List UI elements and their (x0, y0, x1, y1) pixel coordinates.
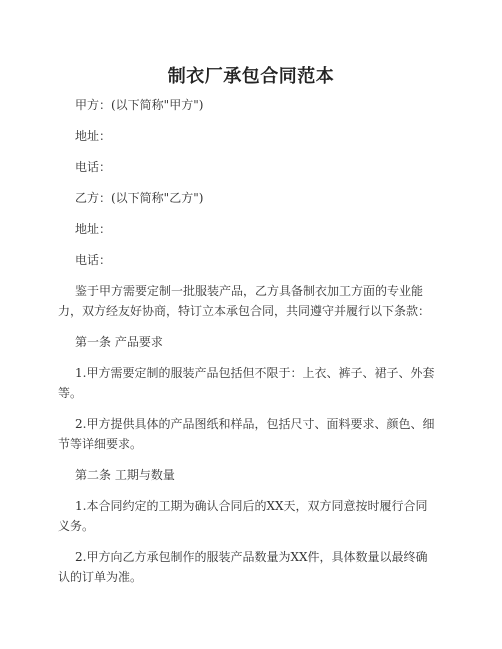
article-2-item-1: 1.本合同约定的工期为确认合同后的XX天，双方同意按时履行合同义务。 (58, 499, 428, 533)
preamble-paragraph: 鉴于甲方需要定制一批服装产品，乙方具备制衣加工方面的专业能力，双方经友好协商，特订立本承包合同，共同遵守并履行以下条款： (58, 284, 431, 318)
document-title: 制衣厂承包合同范本 (167, 66, 335, 87)
article-1-item-1: 1.甲方需要定制的服装产品包括但不限于：上衣、裤子、裙子、外套等。 (58, 366, 435, 400)
party-a-phone: 电话： (75, 160, 112, 174)
document-body (58, 95, 437, 598)
article-1-item-2: 2.甲方提供具体的产品图纸和样品，包括尺寸、面料要求、颜色、细节等详细要求。 (58, 417, 435, 451)
party-a-line: 甲方：(以下简称"甲方") (75, 98, 204, 112)
article-2-heading: 第二条 工期与数量 (75, 468, 175, 482)
article-1-heading: 第一条 产品要求 (75, 335, 163, 349)
party-b-address: 地址： (75, 222, 112, 236)
article-2-item-2: 2.甲方向乙方承包制作的服装产品数量为XX件，具体数量以最终确认的订单为准。 (58, 550, 428, 584)
party-b-line: 乙方：(以下简称"乙方") (75, 191, 204, 205)
party-a-address: 地址： (75, 129, 112, 143)
party-b-phone: 电话： (75, 253, 112, 267)
